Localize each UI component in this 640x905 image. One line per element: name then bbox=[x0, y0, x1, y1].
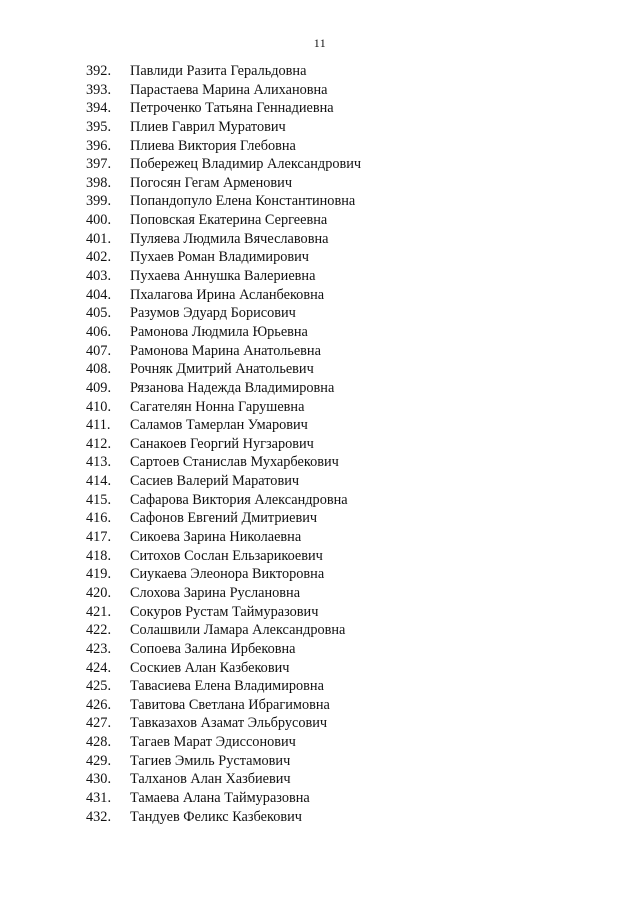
list-item bbox=[86, 659, 361, 678]
entry-number: 426. bbox=[86, 696, 112, 713]
entry-name: Тавитова Светлана Ибрагимовна bbox=[130, 696, 330, 713]
entry-name: Плиев Гаврил Муратович bbox=[130, 118, 286, 135]
entry-name: Рамонова Марина Анатольевна bbox=[130, 342, 321, 359]
list-item bbox=[86, 528, 361, 547]
entry-number: 406. bbox=[86, 323, 112, 340]
entry-number: 423. bbox=[86, 640, 112, 657]
entry-name: Ситохов Сослан Ельзарикоевич bbox=[130, 547, 323, 564]
entry-name: Тагаев Марат Эдиссонович bbox=[130, 734, 296, 751]
entry-name: Тавасиева Елена Владимировна bbox=[130, 678, 324, 695]
entry-name: Павлиди Разита Геральдовна bbox=[130, 63, 307, 79]
entry-name: Рамонова Людмила Юрьевна bbox=[130, 323, 308, 340]
entry-number: 421. bbox=[86, 603, 112, 620]
entry-number: 402. bbox=[86, 249, 112, 266]
entry-number: 399. bbox=[86, 193, 112, 210]
list-item bbox=[86, 453, 361, 472]
entry-name: Побережец Владимир Александрович bbox=[130, 156, 362, 173]
entry-name: Сасиев Валерий Маратович bbox=[130, 473, 300, 490]
entry-name: Сартоев Станислав Мухарбекович bbox=[130, 454, 339, 471]
list-item bbox=[86, 342, 361, 361]
entry-number: 412. bbox=[86, 435, 112, 452]
list-item bbox=[86, 323, 361, 342]
list-item bbox=[86, 155, 361, 174]
entry-name: Поповская Екатерина Сергеевна bbox=[130, 212, 328, 229]
list-item bbox=[86, 304, 361, 323]
entry-name: Плиева Виктория Глебовна bbox=[130, 137, 296, 154]
entry-name: Сагателян Нонна Гарушевна bbox=[130, 398, 305, 415]
entry-number: 401. bbox=[86, 230, 112, 247]
entry-name: Санакоев Георгий Нугзарович bbox=[130, 435, 314, 452]
entry-name: Тандуев Феликс Казбекович bbox=[130, 808, 302, 825]
entry-number: 411. bbox=[86, 417, 111, 434]
entry-number: 425. bbox=[86, 678, 112, 695]
entry-number: 395. bbox=[86, 118, 112, 135]
list-item bbox=[86, 696, 361, 715]
list-item bbox=[86, 789, 361, 808]
entry-name: Рочняк Дмитрий Анатольевич bbox=[130, 361, 314, 378]
entry-number: 417. bbox=[86, 529, 112, 546]
list-item bbox=[86, 192, 361, 211]
entry-name: Солашвили Ламара Александровна bbox=[130, 622, 346, 639]
list-item bbox=[86, 379, 361, 398]
list-item bbox=[86, 398, 361, 417]
entry-number: 393. bbox=[86, 81, 112, 98]
entry-number: 404. bbox=[86, 286, 112, 303]
entry-number: 415. bbox=[86, 491, 112, 508]
list-item bbox=[86, 733, 361, 752]
list-item bbox=[86, 99, 361, 118]
list-item bbox=[86, 752, 361, 771]
entry-name: Тавказахов Азамат Эльбрусович bbox=[130, 715, 328, 732]
entry-name: Разумов Эдуард Борисович bbox=[130, 305, 296, 322]
entry-number: 396. bbox=[86, 137, 112, 154]
list-item bbox=[86, 621, 361, 640]
list-item bbox=[86, 267, 361, 286]
list-item bbox=[86, 137, 361, 156]
entry-number: 432. bbox=[86, 808, 112, 825]
entry-number: 424. bbox=[86, 659, 112, 676]
entry-number: 422. bbox=[86, 622, 112, 639]
entry-name: Парастаева Марина Алихановна bbox=[130, 81, 328, 98]
entry-number: 403. bbox=[86, 268, 112, 285]
entry-name: Слохова Зарина Руслановна bbox=[130, 584, 301, 601]
entry-number: 392. bbox=[86, 63, 112, 79]
entry-number: 400. bbox=[86, 212, 112, 229]
list-item bbox=[86, 491, 361, 510]
list-item bbox=[86, 808, 361, 827]
entry-name: Пуляева Людмила Вячеславовна bbox=[130, 230, 329, 247]
entry-name: Соскиев Алан Казбекович bbox=[130, 659, 290, 676]
entry-name: Сикоева Зарина Николаевна bbox=[130, 529, 302, 546]
list-item bbox=[86, 248, 361, 267]
entry-name: Рязанова Надежда Владимировна bbox=[130, 379, 335, 396]
entry-name: Пхалагова Ирина Асланбековна bbox=[130, 286, 325, 303]
entry-number: 419. bbox=[86, 566, 112, 583]
entry-number: 413. bbox=[86, 454, 112, 471]
list-item bbox=[86, 472, 361, 491]
entry-name: Тамаева Алана Таймуразовна bbox=[130, 789, 310, 806]
entry-name: Сокуров Рустам Таймуразович bbox=[130, 603, 319, 620]
list-item bbox=[86, 603, 361, 622]
entry-number: 398. bbox=[86, 174, 112, 191]
entry-number: 427. bbox=[86, 715, 112, 732]
list-item bbox=[86, 81, 361, 100]
entry-number: 409. bbox=[86, 379, 112, 396]
list-item bbox=[86, 62, 361, 81]
entry-name: Пухаев Роман Владимирович bbox=[130, 249, 309, 266]
entry-number: 416. bbox=[86, 510, 112, 527]
list-item bbox=[86, 211, 361, 230]
list-item bbox=[86, 509, 361, 528]
entry-number: 418. bbox=[86, 547, 112, 564]
entry-number: 414. bbox=[86, 473, 112, 490]
name-list bbox=[86, 62, 361, 826]
list-item bbox=[86, 360, 361, 379]
list-item bbox=[86, 584, 361, 603]
entry-number: 431. bbox=[86, 789, 112, 806]
entry-name: Попандопуло Елена Константиновна bbox=[130, 193, 356, 210]
entry-number: 429. bbox=[86, 752, 112, 769]
entry-name: Петроченко Татьяна Геннадиевна bbox=[130, 100, 334, 117]
list-item bbox=[86, 174, 361, 193]
list-item bbox=[86, 547, 361, 566]
entry-name: Сафарова Виктория Александровна bbox=[130, 491, 348, 508]
list-item bbox=[86, 286, 361, 305]
list-item bbox=[86, 770, 361, 789]
list-item bbox=[86, 118, 361, 137]
list-item bbox=[86, 230, 361, 249]
entry-name: Саламов Тамерлан Умарович bbox=[130, 417, 308, 434]
entry-number: 428. bbox=[86, 734, 112, 751]
entry-name: Сафонов Евгений Дмитриевич bbox=[130, 510, 318, 527]
list-item bbox=[86, 416, 361, 435]
entry-name: Сопоева Залина Ирбековна bbox=[130, 640, 296, 657]
list-item bbox=[86, 435, 361, 454]
entry-number: 420. bbox=[86, 584, 112, 601]
entry-number: 407. bbox=[86, 342, 112, 359]
list-item bbox=[86, 640, 361, 659]
list-item bbox=[86, 677, 361, 696]
entry-name: Талханов Алан Хазбиевич bbox=[130, 771, 291, 788]
entry-number: 397. bbox=[86, 156, 112, 173]
entry-number: 394. bbox=[86, 100, 112, 117]
entry-name: Тагиев Эмиль Рустамович bbox=[130, 752, 291, 769]
entry-name: Пухаева Аннушка Валериевна bbox=[130, 268, 316, 285]
entry-name: Погосян Гегам Арменович bbox=[130, 174, 293, 191]
page-number: 11 bbox=[313, 36, 327, 50]
entry-name: Сиукаева Элеонора Викторовна bbox=[130, 566, 325, 583]
entry-number: 408. bbox=[86, 361, 112, 378]
entry-number: 410. bbox=[86, 398, 112, 415]
entry-number: 405. bbox=[86, 305, 112, 322]
entry-number: 430. bbox=[86, 771, 112, 788]
list-item bbox=[86, 714, 361, 733]
list-item bbox=[86, 565, 361, 584]
